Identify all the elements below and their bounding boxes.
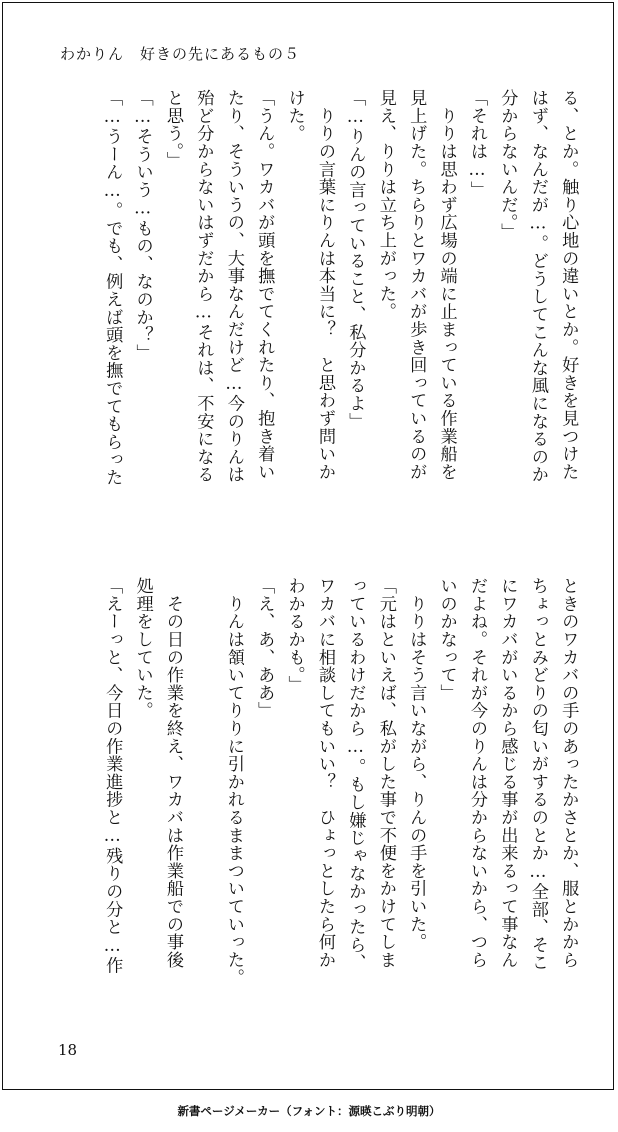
text-column: ちょっとみどりの匂いがするのとか…全部、そこ xyxy=(527,577,548,972)
text-column: にワカバがいるから感じる事が出来るって事なん xyxy=(497,577,518,969)
text-column: りりの言葉にりんは本当に？ と思わず問いか xyxy=(315,89,335,481)
text-column: 見上げた。ちらりとワカバが歩き回っているのが xyxy=(406,89,427,481)
text-column: わかるかも。」 xyxy=(284,577,305,693)
page-number: 18 xyxy=(58,1041,78,1059)
text-column: けた。 xyxy=(284,89,305,143)
book-page xyxy=(2,2,614,1090)
text-column: 「…うーん…。でも、例えば頭を撫でてもらった xyxy=(102,89,123,487)
text-column: 殆ど分からないはずだから…それは、不安になる xyxy=(193,89,214,484)
running-header: わかりん 好きの先にあるもの５ xyxy=(60,45,301,63)
text-column: っているわけだから…。もし嫌じゃなかったら、 xyxy=(345,577,366,972)
text-column: 「え、あ、ああ」 xyxy=(254,577,275,720)
text-column: だよね。それが今のりんは分からないから、つら xyxy=(467,577,487,969)
text-column: 「うん。ワカバが頭を撫でてくれたり、抱き着い xyxy=(254,89,275,481)
text-column: りりは思わず広場の端に止まっている作業船を xyxy=(436,89,457,481)
text-column: る、とか。触り心地の違いとか。好きを見つけた xyxy=(558,89,579,481)
text-column: ときのワカバの手のあったかさとか、服とかから xyxy=(558,577,579,969)
text-column: ワカバに相談してもいい？ ひょっとしたら何か xyxy=(315,577,335,969)
footer-credit: 新書ページメーカー（フォント：源暎こぶり明朝） xyxy=(177,1104,441,1118)
text-column: 処理をしていた。 xyxy=(132,577,153,720)
text-column: りりはそう言いながら、りんの手を引いた。 xyxy=(406,577,427,951)
text-column: はず、なんだが…。どうしてこんな風になるのか xyxy=(527,89,548,484)
text-column: その日の作業を終え、ワカバは作業船での事後 xyxy=(163,577,183,969)
text-column: いのかなって」 xyxy=(436,577,457,702)
text-column: 「元はといえば、私がした事で不便をかけてしま xyxy=(375,577,396,969)
text-column: たり、そういうの、大事なんだけど…今のりんは xyxy=(223,89,244,484)
text-column: 「…りんの言っていること、私分かるよ」 xyxy=(345,89,366,430)
text-column: 見え、りりは立ち上がった。 xyxy=(375,89,396,321)
text-column: 「えーっと、今日の作業進捗と…残りの分と…作 xyxy=(102,577,123,975)
text-column: 「…そういう…もの、なのか？」 xyxy=(132,89,153,362)
text-column: 分からないんだ。」 xyxy=(497,89,518,241)
text-column: と思う。」 xyxy=(163,89,183,170)
text-column: 「それは…」 xyxy=(467,89,487,199)
text-column: りんは頷いてりりに引かれるままついていった。 xyxy=(223,577,244,987)
